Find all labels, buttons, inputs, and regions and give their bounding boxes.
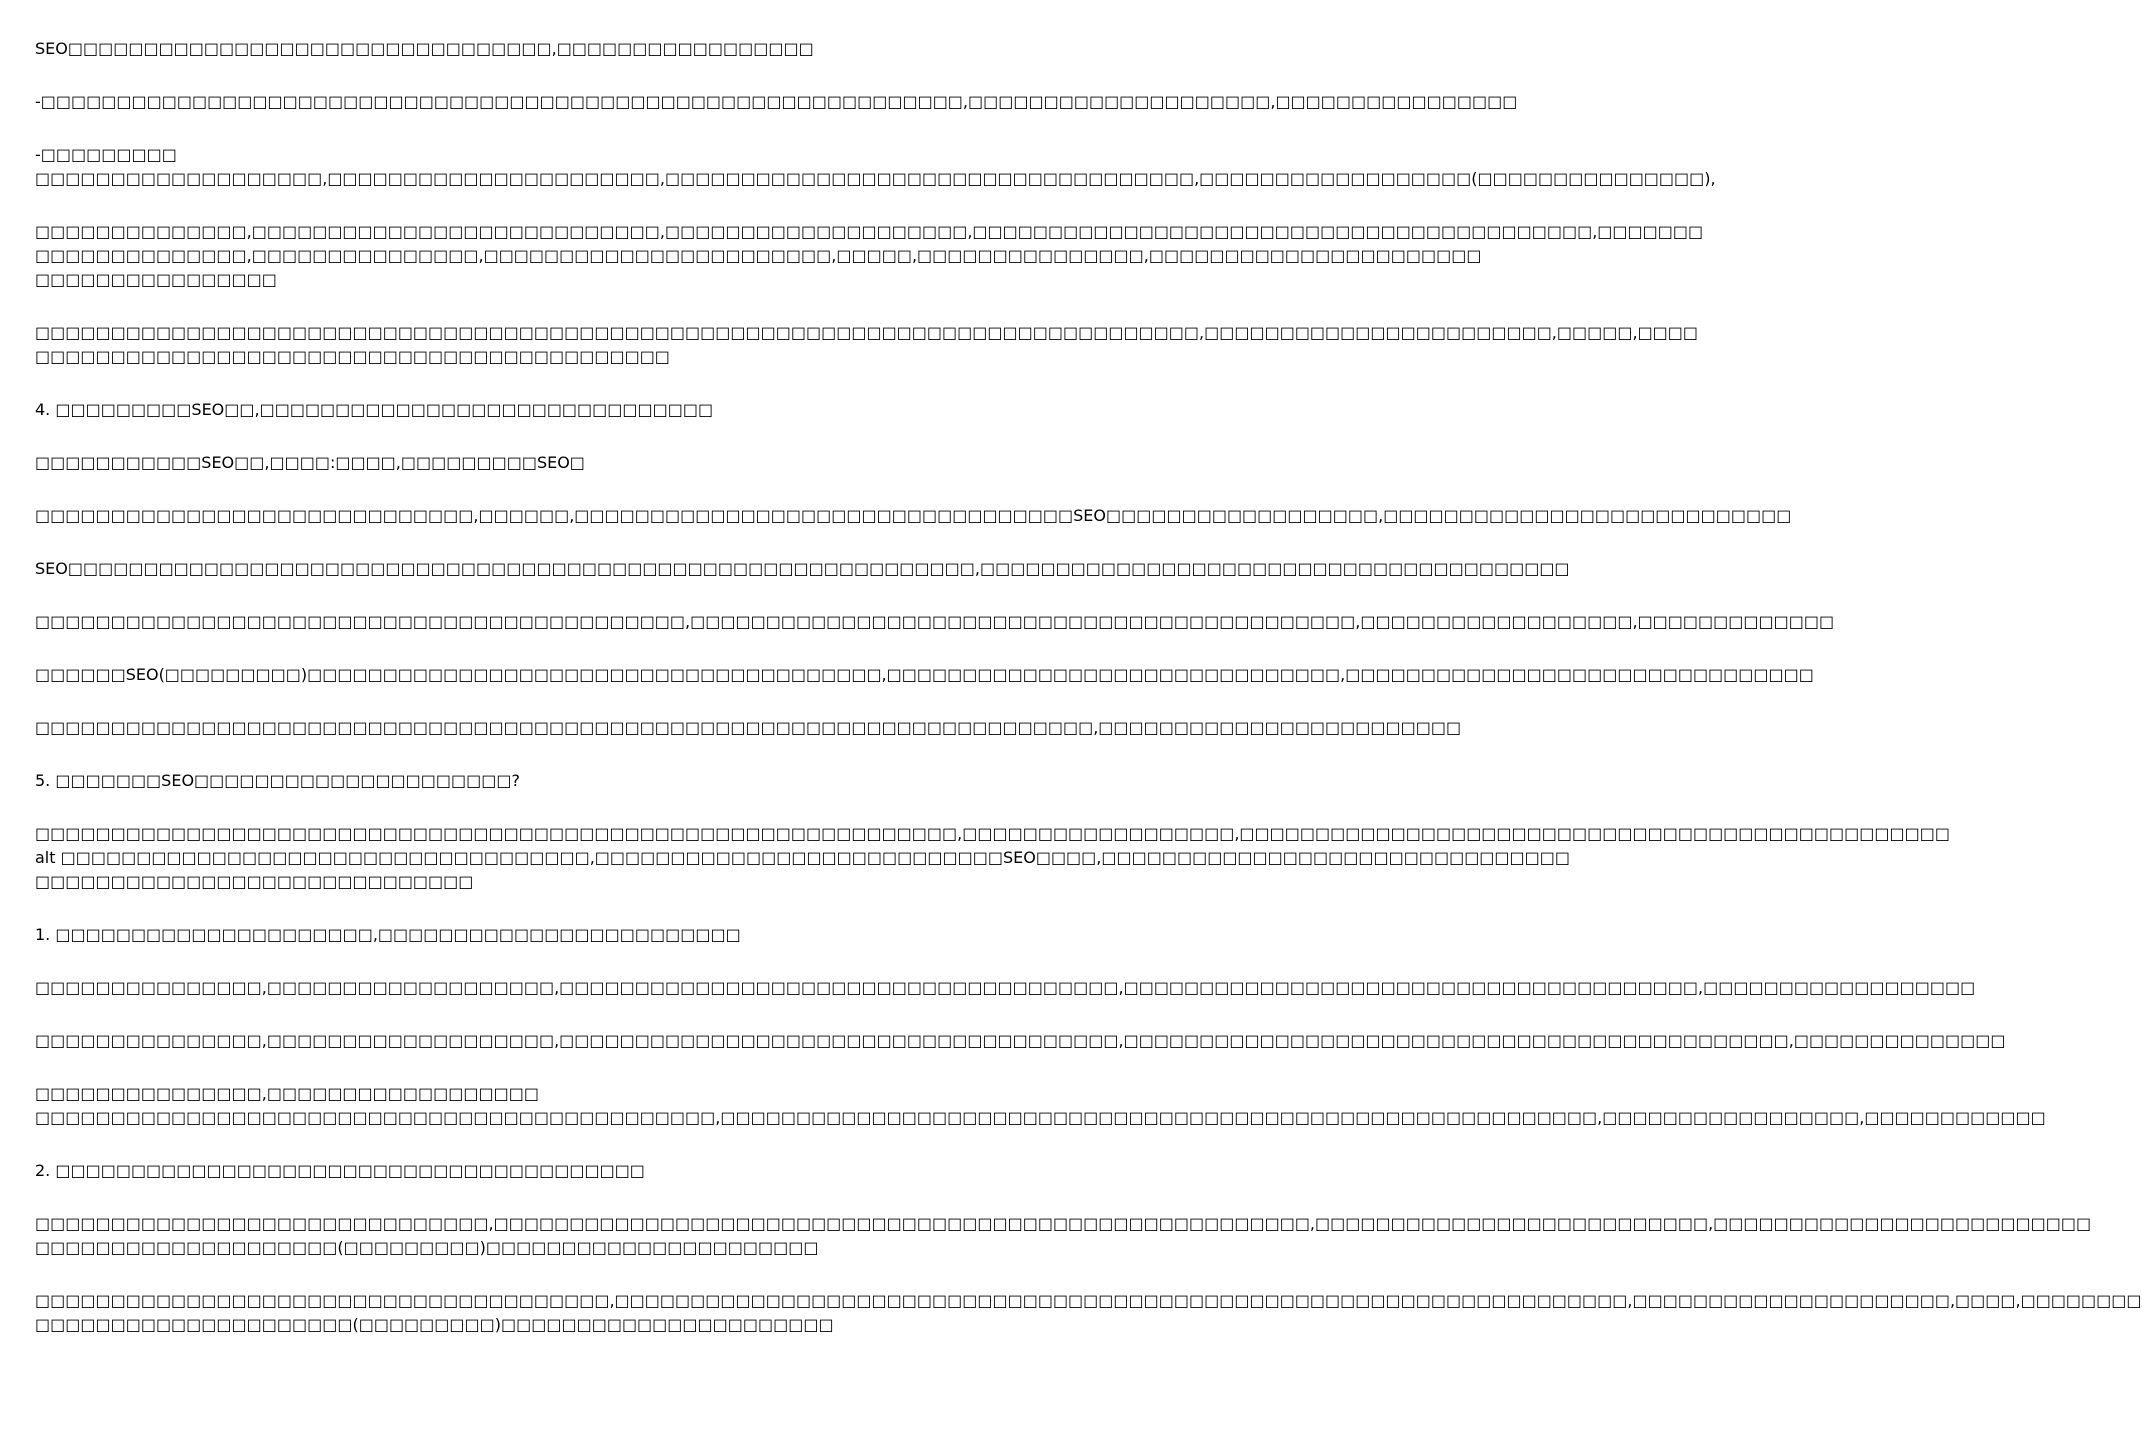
text-line: □□□□□□□□□□□□□□□,□□□□□□□□□□□□□□□□□□□,□□□□□□□□□□□□□□□□□□□□□□□□□□□□□□□□□□□□□,□□□□□□□□□□□□□□□□□□□□□□□□□□□□□□□□□□□□□□,□□□□□□□□□□□□□□□□□□ [35,978,1976,997]
paragraph [35,398,990,422]
text-line: □□□□□□□□□□□□□□,□□□□□□□□□□□□□□□□□□□□□□□□□□□,□□□□□□□□□□□□□□□□□□□□,□□□□□□□□□□□□□□□□□□□□□□□□□□□□□□□□□□□□□□□□□,□□□□□□□ [35,222,1704,241]
text-line: □□□□□□□□□□□□□□□□□□□□□□□□□□□□□□,□□□□□□□□□□□□□□□□□□□□□□□□□□□□□□□□□□□□□□□□□□□□□□□□□□□□□□,□□□□□□□□□□□□□□□□□□□□□□□□□□,□□□□□□□□□□□□□□□□□□□□□□□□□ [35,1214,2092,1233]
text-line: alt □□□□□□□□□□□□□□□□□□□□□□□□□□□□□□□□□□□,□□□□□□□□□□□□□□□□□□□□□□□□□□□SEO□□□□,□□□□□□□□□□□□□□□□□□□□□□□□□□□□□□□ [35,848,1571,867]
text-line: □□□□□□□□□□□□□□□□□□□□□□□□□□□□□ [35,872,474,891]
text-line: SEO□□□□□□□□□□□□□□□□□□□□□□□□□□□□□□□□□□□□□□□□□□□□□□□□□□□□□□□□□□□□,□□□□□□□□□□□□□□□□□□□□□□□□□□□□□□□□□□□□□□□ [35,559,1570,578]
text-line: 5. □□□□□□□SEO□□□□□□□□□□□□□□□□□□□□□? [35,771,520,790]
paragraph [35,143,1716,191]
paragraph [35,1289,2142,1337]
paragraph [35,37,990,61]
text-line: □□□□□□□□□□□□□□□□□□□□□□□□□□□□□□□□□□□□□□□□□□ [35,347,670,366]
text-line: 4. □□□□□□□□□SEO□□,□□□□□□□□□□□□□□□□□□□□□□□□□□□□□□ [35,400,714,419]
paragraph [35,976,1976,1000]
text-line: □□□□□□□□□□□□□□□□□□□□□(□□□□□□□□□)□□□□□□□□□□□□□□□□□□□□□□ [35,1315,834,1334]
paragraph [35,663,1814,687]
paragraph [35,1029,2006,1053]
text-line: -□□□□□□□□□ [35,145,177,164]
text-line: □□□□□□□□□□□□□□□□□□□□□□□□□□□□□□□□□□□□□□□□□□□□□□□□□□□□□□□□□□□□□□□□□□□□□□□□□□□□□,□□□□□□□□□□□□□□□□□□□□□□□,□□□□□,□□□□ [35,323,1699,342]
text-line: □□□□□□□□□□□□□□□□□□□,□□□□□□□□□□□□□□□□□□□□□□,□□□□□□□□□□□□□□□□□□□□□□□□□□□□□□□□□□□,□□□□□□□□□□□□□□□□□□(□□□□□□□□□□□□□□□), [35,169,1716,188]
paragraph [35,923,990,947]
paragraph [35,610,1835,634]
text-line: □□□□□□□□□□□□□□□□ [35,270,277,289]
text-line: SEO□□□□□□□□□□□□□□□□□□□□□□□□□□□□□□□□,□□□□□□□□□□□□□□□□□ [35,39,814,58]
paragraph [35,90,1518,114]
text-line: 2. □□□□□□□□□□□□□□□□□□□□□□□□□□□□□□□□□□□□□□□ [35,1161,645,1180]
paragraph [35,504,1792,528]
text-line: □□□□□□□□□□□□□□□□□□□□□□□□□□□□□,□□□□□□,□□□□□□□□□□□□□□□□□□□□□□□□□□□□□□□□□SEO□□□□□□□□□□□□□□□□□□,□□□□□□□□□□□□□□□□□□□□□□□□□□□ [35,506,1792,525]
paragraph [35,1082,2046,1130]
paragraph [35,321,1699,369]
paragraph [35,822,1950,894]
text-line: □□□□□□□□□□□□□□□,□□□□□□□□□□□□□□□□□□□,□□□□□□□□□□□□□□□□□□□□□□□□□□□□□□□□□□□□□,□□□□□□□□□□□□□□□□□□□□□□□□□□□□□□□□□□□□□□□□□□□□,□□□□□□□□□□□□□□ [35,1031,2006,1050]
text-line: □□□□□□□□□□□□□□□□□□□□□□□□□□□□□□□□□□□□□□,□□□□□□□□□□□□□□□□□□□□□□□□□□□□□□□□□□□□□□□□□□□□□□□□□□□□□□□□□□□□□□□□□□□,□□□□□□□□□□□□□□□□□□□□□,□□□□,□□□□□□□□ [35,1291,2142,1310]
paragraph [35,451,990,475]
text-line: -□□□□□□□□□□□□□□□□□□□□□□□□□□□□□□□□□□□□□□□□□□□□□□□□□□□□□□□□□□□□□,□□□□□□□□□□□□□□□□□□□□,□□□□□□□□□□□□□□□□ [35,92,1518,111]
paragraph [35,1212,2092,1260]
text-line: □□□□□□□□□□□□□□□□□□□□□□□□□□□□□□□□□□□□□□□□□□□,□□□□□□□□□□□□□□□□□□□□□□□□□□□□□□□□□□□□□□□□□□□□,□□□□□□□□□□□□□□□□□□,□□□□□□□□□□□□□ [35,612,1835,631]
text-line: 1. □□□□□□□□□□□□□□□□□□□□□,□□□□□□□□□□□□□□□□□□□□□□□□ [35,925,741,944]
text-line: □□□□□□□□□□□SEO□□,□□□□:□□□□,□□□□□□□□□SEO□ [35,453,585,472]
text-line: □□□□□□□□□□□□□□□□□□□□□□□□□□□□□□□□□□□□□□□□□□□□□□□□□□□□□□□□□□□□□,□□□□□□□□□□□□□□□□□□,□□□□□□□□□□□□□□□□□□□□□□□□□□□□□□□□□□□□□□□□□□□□□□□ [35,824,1950,843]
text-line: □□□□□□□□□□□□□□□□□□□□□□□□□□□□□□□□□□□□□□□□□□□□□,□□□□□□□□□□□□□□□□□□□□□□□□□□□□□□□□□□□□□□□□□□□□□□□□□□□□□□□□□□,□□□□□□□□□□□□□□□□□,□□□□□□□□□□□□ [35,1108,2046,1127]
paragraph [35,557,1570,581]
text-line: □□□□□□□□□□□□□□□□□□□□□□□□□□□□□□□□□□□□□□□□□□□□□□□□□□□□□□□□□□□□□□□□□□□□□□,□□□□□□□□□□□□□□□□□□□□□□□□ [35,718,1462,737]
text-line: □□□□□□□□□□□□□□,□□□□□□□□□□□□□□□,□□□□□□□□□□□□□□□□□□□□□□□,□□□□□,□□□□□□□□□□□□□□□,□□□□□□□□□□□□□□□□□□□□□□ [35,246,1482,265]
text-line: □□□□□□□□□□□□□□□,□□□□□□□□□□□□□□□□□□ [35,1084,539,1103]
paragraph [35,716,1462,740]
text-line: □□□□□□□□□□□□□□□□□□□□(□□□□□□□□□)□□□□□□□□□□□□□□□□□□□□□□ [35,1238,819,1257]
text-line: □□□□□□SEO(□□□□□□□□□)□□□□□□□□□□□□□□□□□□□□□□□□□□□□□□□□□□□□□□,□□□□□□□□□□□□□□□□□□□□□□□□□□□□□□,□□□□□□□□□□□□□□□□□□□□□□□□□□□□□□□ [35,665,1814,684]
paragraph [35,220,1704,292]
paragraph [35,1159,990,1183]
paragraph [35,769,990,793]
